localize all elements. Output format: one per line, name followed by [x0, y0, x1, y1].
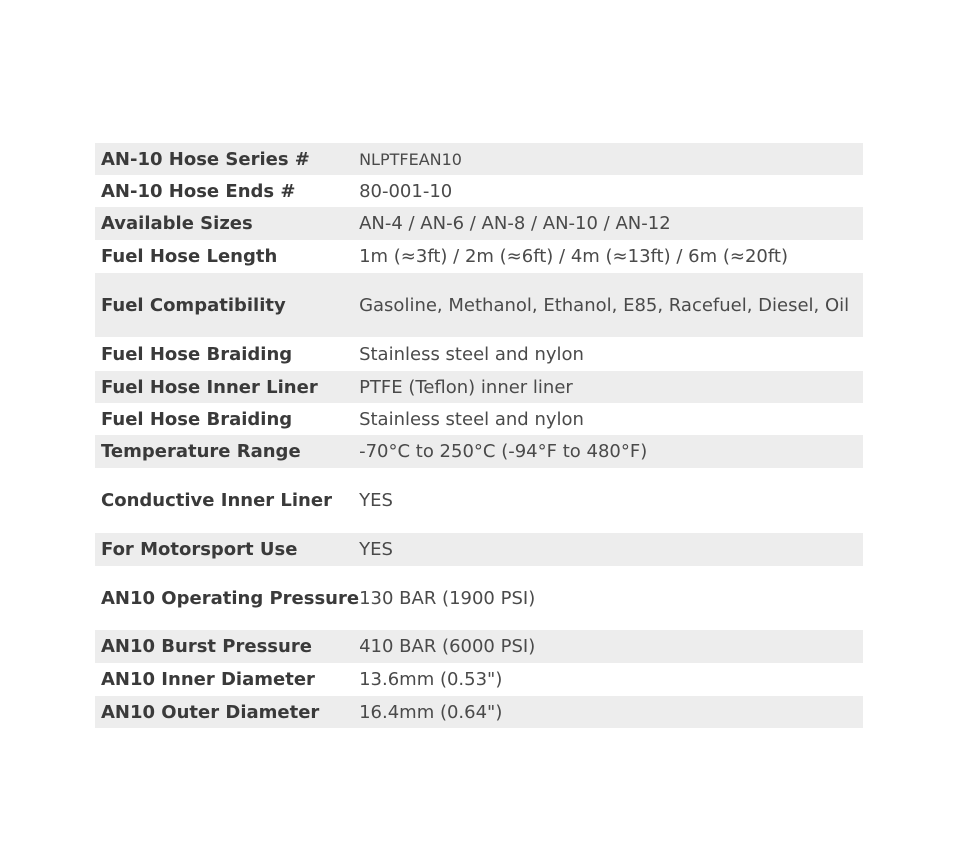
spec-value: -70°C to 250°C (-94°F to 480°F) — [359, 435, 863, 468]
spec-row — [95, 240, 863, 273]
spec-row — [95, 435, 863, 468]
spec-label: AN-10 Hose Series # — [95, 143, 359, 175]
spec-row — [95, 371, 863, 403]
spec-label: Fuel Hose Inner Liner — [95, 371, 359, 403]
spec-row — [95, 403, 863, 435]
spec-row — [95, 663, 863, 696]
spec-label: Fuel Hose Braiding — [95, 337, 359, 371]
spec-value: YES — [359, 533, 863, 566]
spec-label: AN10 Burst Pressure — [95, 630, 359, 663]
spec-row — [95, 337, 863, 371]
spec-label: Fuel Hose Braiding — [95, 403, 359, 435]
spec-table — [95, 143, 863, 728]
spec-label: Fuel Compatibility — [95, 273, 359, 337]
spec-value: 80-001-10 — [359, 175, 863, 207]
spec-label: Conductive Inner Liner — [95, 468, 359, 533]
spec-value: 13.6mm (0.53") — [359, 663, 863, 696]
spec-value: AN-4 / AN-6 / AN-8 / AN-10 / AN-12 — [359, 207, 863, 240]
spec-label: AN10 Outer Diameter — [95, 696, 359, 728]
spec-row — [95, 207, 863, 240]
spec-row — [95, 273, 863, 337]
spec-value: 130 BAR (1900 PSI) — [359, 566, 863, 630]
spec-row — [95, 533, 863, 566]
spec-label: AN-10 Hose Ends # — [95, 175, 359, 207]
spec-row — [95, 566, 863, 630]
spec-label: AN10 Inner Diameter — [95, 663, 359, 696]
spec-label: Available Sizes — [95, 207, 359, 240]
spec-value: PTFE (Teflon) inner liner — [359, 371, 863, 403]
spec-row — [95, 696, 863, 728]
spec-label: Temperature Range — [95, 435, 359, 468]
spec-row — [95, 175, 863, 207]
spec-row — [95, 468, 863, 533]
spec-row — [95, 630, 863, 663]
spec-value: 16.4mm (0.64") — [359, 696, 863, 728]
spec-value: 1m (≈3ft) / 2m (≈6ft) / 4m (≈13ft) / 6m (≈20ft) — [359, 240, 863, 273]
spec-value: Stainless steel and nylon — [359, 337, 863, 371]
spec-row — [95, 143, 863, 175]
spec-value: 410 BAR (6000 PSI) — [359, 630, 863, 663]
spec-label: Fuel Hose Length — [95, 240, 359, 273]
spec-value: Stainless steel and nylon — [359, 403, 863, 435]
spec-value: Gasoline, Methanol, Ethanol, E85, Racefuel, Diesel, Oil — [359, 273, 863, 337]
spec-label: AN10 Operating Pressure — [95, 566, 359, 630]
spec-value: NLPTFEAN10 — [359, 143, 863, 175]
spec-label: For Motorsport Use — [95, 533, 359, 566]
spec-value: YES — [359, 468, 863, 533]
